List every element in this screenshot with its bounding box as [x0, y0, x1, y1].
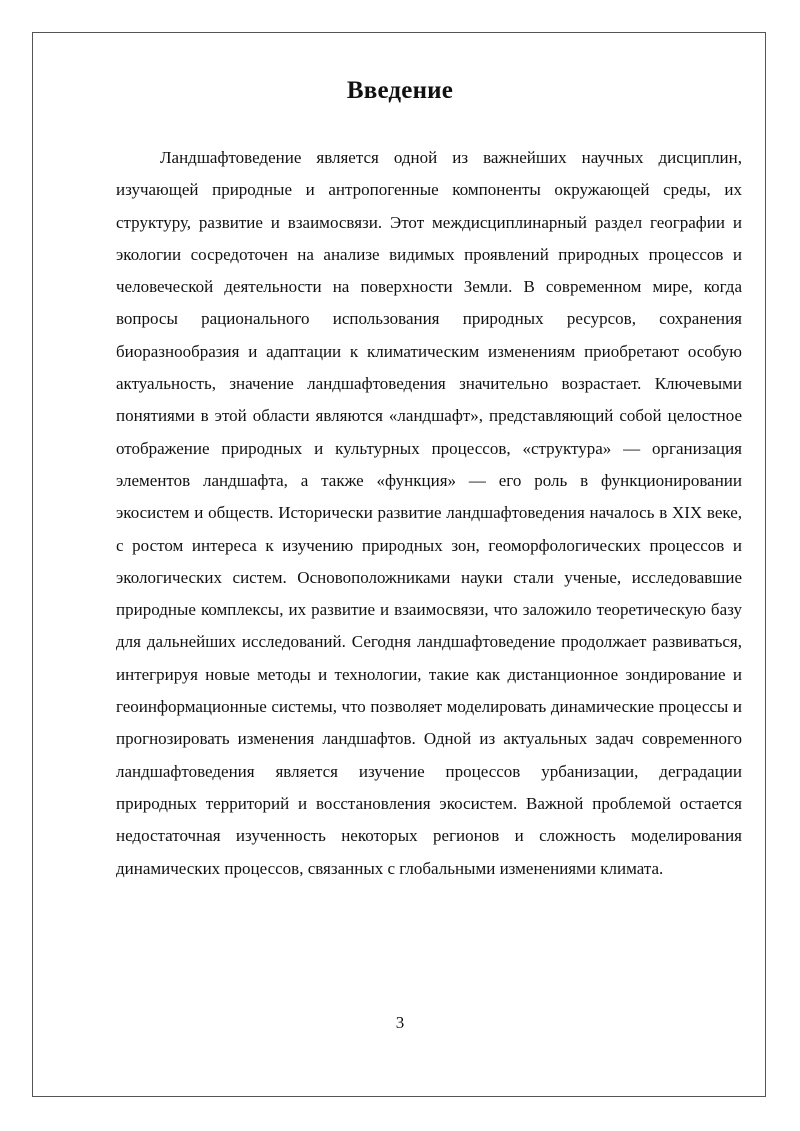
- page-number: 3: [395, 1013, 405, 1032]
- page-title: Введение: [346, 77, 454, 104]
- body-paragraph: Ландшафтоведение является одной из важнейших научных дисциплин, изучающей природные и антропогенные компоненты окружающей среды, их структуру, развитие и взаимосвязи. Этот междисциплинарный раздел географии и экологии сосредоточен на анализе видимых проявлений природных процессов и человеческой деятельности на поверхности Земли. В современном мире, когда вопросы рационального использования природных ресурсов, сохранения биоразнообразия и адаптации к климатическим изменениям приобретают особую актуальность, значение ландшафтоведения значительно возрастает. Ключевыми понятиями в этой области являются «ландшафт», представляющий собой целостное отображение природных и культурных процессов, «структура» — организация элементов ландшафта, а также «функция» — его роль в функционировании экосистем и обществ. Исторически развитие ландшафтоведения началось в XIX веке, с ростом интереса к изучению природных зон, геоморфологических процессов и экологических систем. Основоположниками науки стали ученые, исследовавшие природные комплексы, их развитие и взаимосвязи, что заложило теоретическую базу для дальнейших исследований. Сегодня ландшафтоведение продолжает развиваться, интегрируя новые методы и технологии, такие как дистанционное зондирование и геоинформационные системы, что позволяет моделировать динамические процессы и прогнозировать изменения ландшафтов. Одной из актуальных задач современного ландшафтоведения является изучение процессов урбанизации, деградации природных территорий и восстановления экосистем. Важной проблемой остается недостаточная изученность некоторых регионов и сложность моделирования динамических процессов, связанных с глобальными изменениями климата.: [116, 148, 742, 878]
